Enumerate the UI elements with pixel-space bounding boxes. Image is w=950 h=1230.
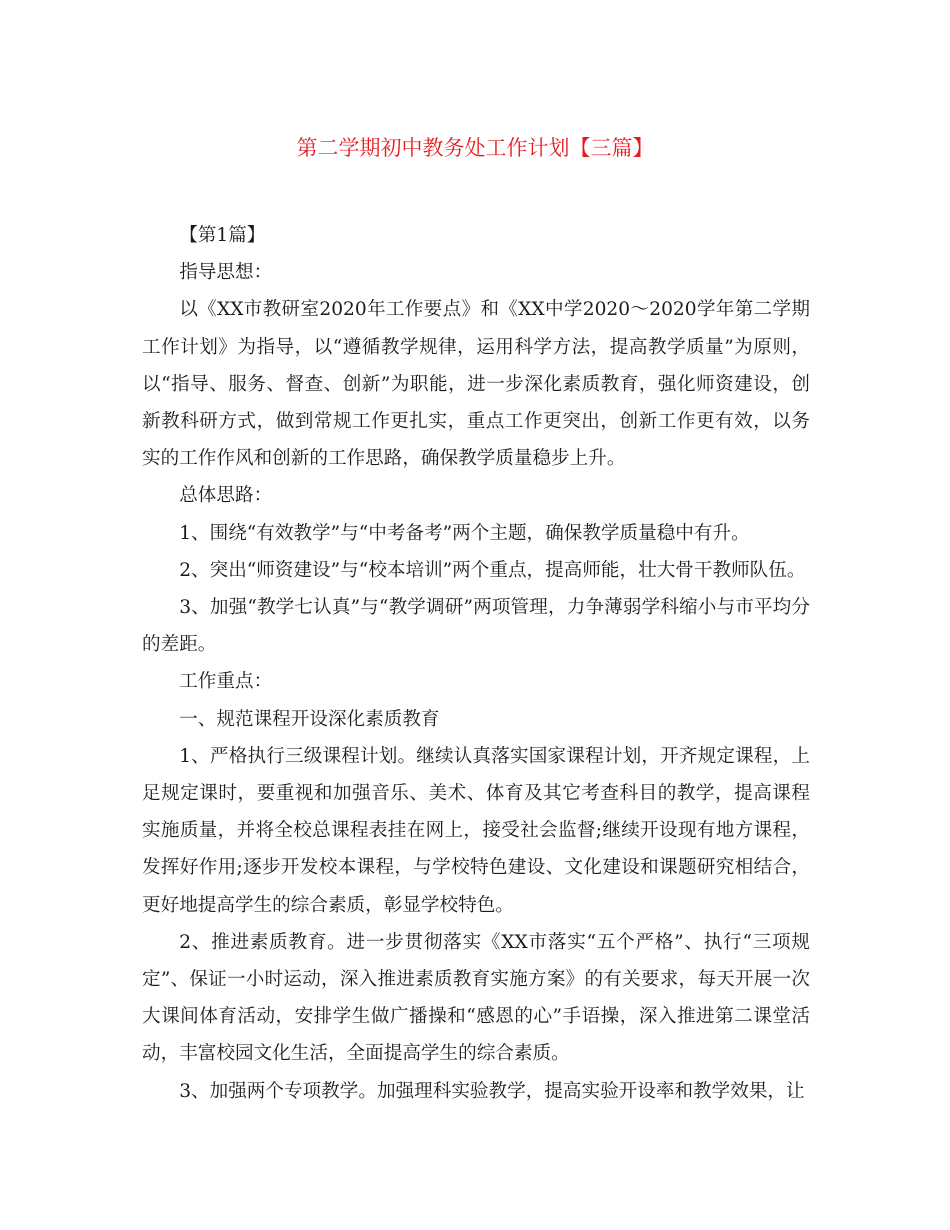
- subheading: 一、规范课程开设深化素质教育: [179, 708, 440, 730]
- list-item: 3、加强“教学七认真”与“教学调研”两项管理，力争薄弱学科缩小与市平均分的差距。: [142, 597, 810, 656]
- paragraph: 1、严格执行三级课程计划。继续认真落实国家课程计划，开齐规定课程，上足规定课时，要重视和加强音乐、美术、体育及其它考查科目的教学，提高课程实施质量，并将全校总课程表挂在网上，接受社会监督;继续开设现有地方课程，发挥好作用;逐步开发校本课程，与学校特色建设、文化建设和课题研究相结合，更好地提高学生的综合素质，彰显学校特色。: [142, 745, 810, 916]
- subheading: 总体思路：: [179, 485, 273, 507]
- list-item: 1、围绕“有效教学”与“中考备考”两个主题，确保教学质量稳中有升。: [179, 522, 750, 544]
- section-heading: 【第1篇】: [179, 225, 266, 246]
- paragraph: 2、推进素质教育。进一步贯彻落实《XX市落实“五个严格”、执行“三项规定”、保证一小时运动，深入推进素质教育实施方案》的有关要求，每天开展一次大课间体育活动，安排学生做广播操和“感恩的心”手语操，深入推进第二课堂活动，丰富校园文化生活，全面提高学生的综合素质。: [142, 931, 810, 1065]
- subheading: 工作重点：: [179, 671, 273, 693]
- list-item: 2、突出“师资建设”与“校本培训”两个重点，提高师能，壮大骨干教师队伍。: [179, 559, 806, 581]
- document-body: [142, 217, 810, 1110]
- paragraph: 以《XX市教研室2020年工作要点》和《XX中学2020～2020学年第二学期工作计划》为指导，以“遵循教学规律，运用科学方法，提高教学质量”为原则，以“指导、服务、督查、创新”为职能，进一步深化素质教育，强化师资建设，创新教科研方式，做到常规工作更扎实，重点工作更突出，创新工作更有效，以务实的工作作风和创新的工作思路，确保教学质量稳步上升。: [142, 299, 810, 470]
- paragraph: 3、加强两个专项教学。加强理科实验教学，提高实验开设率和教学效果，让: [179, 1080, 805, 1102]
- document-title: 第二学期初中教务处工作计划【三篇】: [296, 136, 654, 160]
- subheading: 指导思想：: [179, 262, 273, 284]
